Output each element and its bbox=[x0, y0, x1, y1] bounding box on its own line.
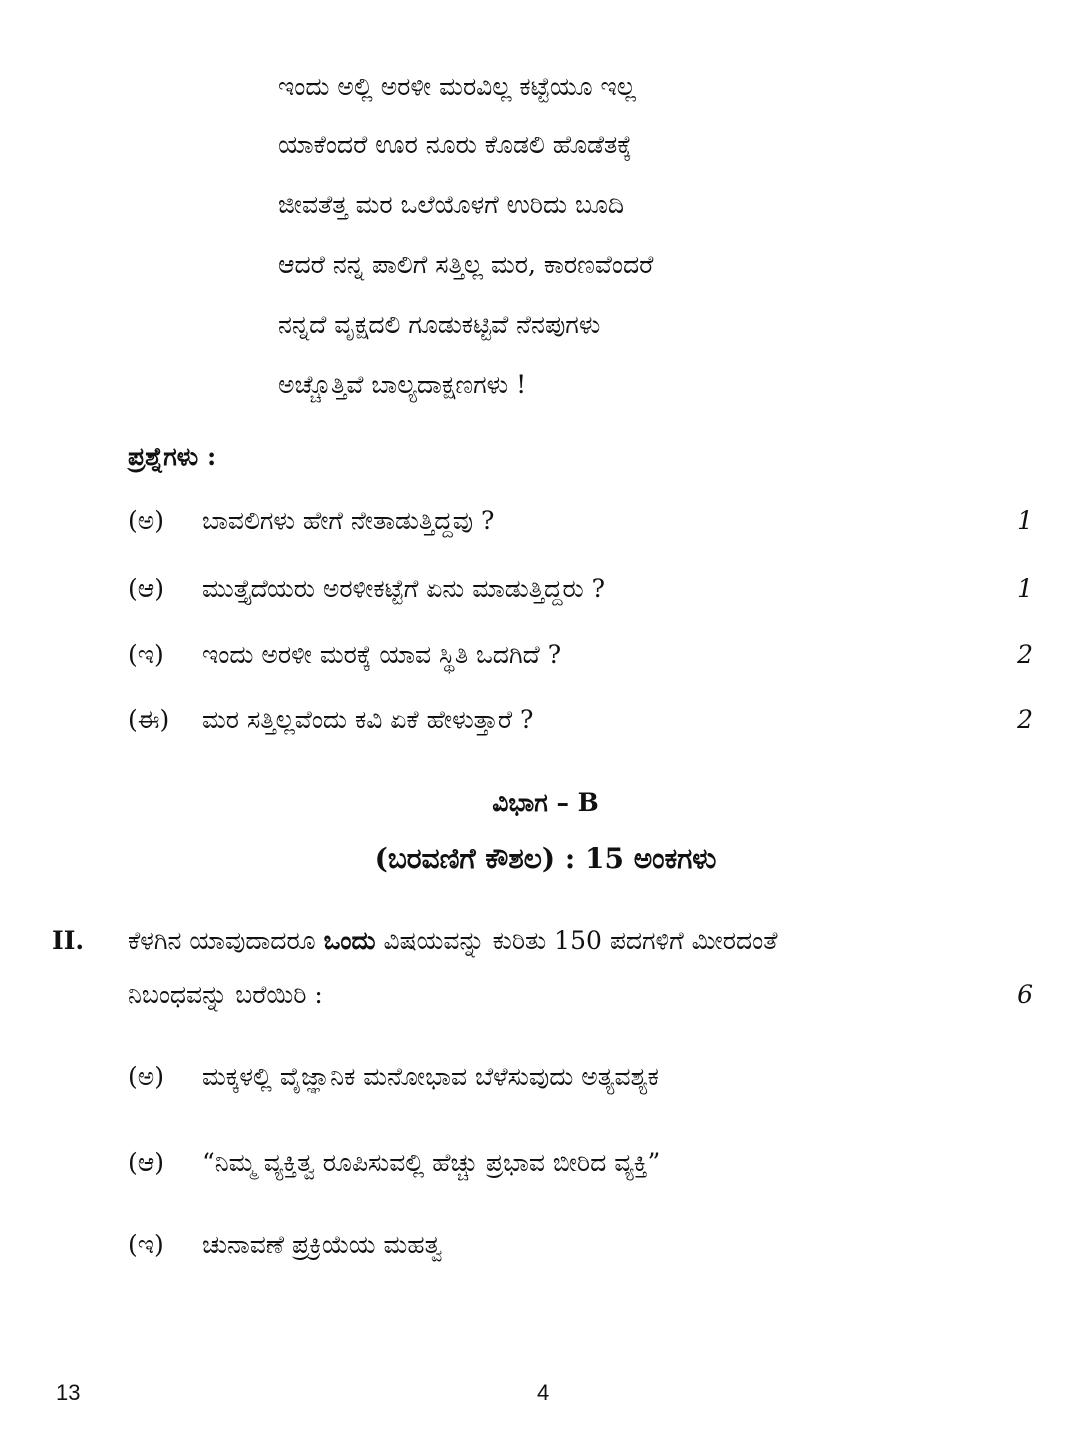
question-text: ಬಾವಲಿಗಳು ಹೇಗೆ ನೇತಾಡುತ್ತಿದ್ದವು ? bbox=[202, 506, 495, 535]
question-label: (ಆ) bbox=[128, 574, 165, 603]
option-text: ಚುನಾವಣೆ ಪ್ರಕ್ರಿಯೆಯ ಮಹತ್ವ bbox=[202, 1230, 443, 1259]
poem-line: ಇಂದು ಅಲ್ಲಿ ಅರಳೀ ಮರವಿಲ್ಲ ಕಟ್ಟೆಯೂ ಇಲ್ಲ bbox=[278, 72, 636, 101]
option-label: (ಆ) bbox=[128, 1148, 165, 1177]
section-title: ವಿಭಾಗ – B bbox=[492, 788, 599, 817]
question-marks: 6 bbox=[1017, 980, 1033, 1009]
paper-code: 13 bbox=[56, 1380, 81, 1405]
questions-heading: ಪ್ರಶ್ನೆಗಳು : bbox=[128, 442, 217, 471]
question-label: (ಇ) bbox=[128, 640, 164, 669]
instruction-text: ಕೆಳಗಿನ ಯಾವುದಾದರೂ bbox=[128, 926, 324, 955]
question-marks: 1 bbox=[1017, 506, 1033, 535]
option-text: ಮಕ್ಕಳಲ್ಲಿ ವೈಜ್ಞಾನಿಕ ಮನೋಭಾವ ಬೆಳೆಸುವುದು ಅತ್ಯವಶ್ಯಕ bbox=[202, 1062, 659, 1091]
question-label: (ಈ) bbox=[128, 705, 170, 734]
poem-line: ಅಚ್ಚೊತ್ತಿವೆ ಬಾಲ್ಯದಾಕ್ಷಣಗಳು ! bbox=[278, 370, 527, 399]
question-number: II. bbox=[52, 926, 85, 955]
option-label: (ಇ) bbox=[128, 1230, 164, 1259]
section-subtitle: (ಬರವಣಿಗೆ ಕೌಶಲ) : 15 ಅಂಕಗಳು bbox=[374, 842, 717, 875]
poem-line: ಜೀವತೆತ್ತ ಮರ ಒಲೆಯೊಳಗೆ ಉರಿದು ಬೂದಿ bbox=[278, 190, 625, 219]
poem-line: ಆದರೆ ನನ್ನ ಪಾಲಿಗೆ ಸತ್ತಿಲ್ಲ ಮರ, ಕಾರಣವೆಂದರೆ bbox=[278, 250, 654, 279]
page-number: 4 bbox=[537, 1380, 550, 1405]
question-text: ಮರ ಸತ್ತಿಲ್ಲವೆಂದು ಕವಿ ಏಕೆ ಹೇಳುತ್ತಾರೆ ? bbox=[202, 705, 534, 734]
poem-line: ನನ್ನದೆ ವೃಕ್ಷದಲಿ ಗೂಡುಕಟ್ಟಿವೆ ನೆನಪುಗಳು bbox=[278, 310, 601, 339]
question-marks: 2 bbox=[1017, 640, 1033, 669]
option-text: “ನಿಮ್ಮ ವ್ಯಕ್ತಿತ್ವ ರೂಪಿಸುವಲ್ಲಿ ಹೆಚ್ಚು ಪ್ರಭಾವ ಬೀರಿದ ವ್ಯಕ್ತಿ” bbox=[202, 1148, 661, 1177]
question-instruction bbox=[128, 926, 777, 956]
instruction-line-2: ನಿಬಂಧವನ್ನು ಬರೆಯಿರಿ : bbox=[128, 980, 323, 1009]
poem-line: ಯಾಕೆಂದರೆ ಊರ ನೂರು ಕೊಡಲಿ ಹೊಡೆತಕ್ಕೆ bbox=[278, 130, 632, 159]
question-text: ಮುತ್ತೈದೆಯರು ಅರಳೀಕಟ್ಟೆಗೆ ಏನು ಮಾಡುತ್ತಿದ್ದರು ? bbox=[202, 574, 605, 603]
question-marks: 1 bbox=[1017, 574, 1033, 603]
option-label: (ಅ) bbox=[128, 1062, 164, 1091]
question-label: (ಅ) bbox=[128, 506, 164, 535]
question-marks: 2 bbox=[1017, 705, 1033, 734]
question-text: ಇಂದು ಅರಳೀ ಮರಕ್ಕೆ ಯಾವ ಸ್ಥಿತಿ ಒದಗಿದೆ ? bbox=[202, 640, 562, 669]
instruction-emphasis: ಒಂದು bbox=[323, 926, 376, 955]
instruction-text: ವಿಷಯವನ್ನು ಕುರಿತು 150 ಪದಗಳಿಗೆ ಮೀರದಂತೆ bbox=[375, 926, 778, 955]
